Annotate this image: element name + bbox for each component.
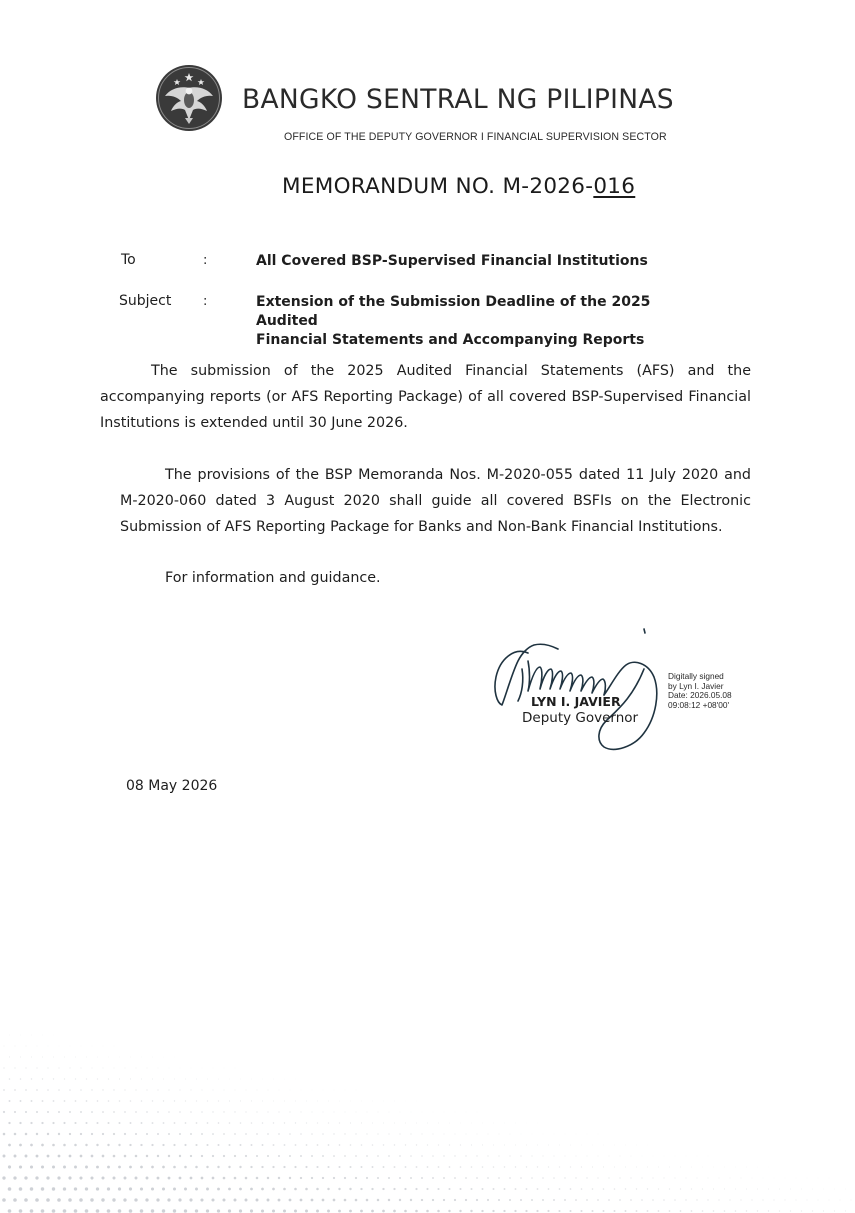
memo-number: 016 [593,174,636,199]
subject-label: Subject [119,293,172,309]
memo-title [282,174,635,199]
subject-value [256,293,716,350]
to-label: To [121,252,136,268]
digital-signature-line-1: Digitally signed [668,671,724,681]
to-value: All Covered BSP-Supervised Financial Institutions [256,253,648,269]
body-paragraph-2: The provisions of the BSP Memoranda Nos. M-2020-055 dated 11 July 2020 and M-2020-060 dated 3 August 2020 shall guide all covered BSFIs on the Electronic Submission of AFS Reporting Package for Banks and Non-Bank Financial Institutions. [120,467,751,535]
subject-colon: : [203,294,208,309]
signer-title: Deputy Governor [522,710,639,726]
subject-line-1: Extension of the Submission Deadline of the 2025 Audited [256,294,651,329]
memo-date: 08 May 2026 [126,778,218,794]
organization-name: BANGKO SENTRAL NG PILIPINAS [242,84,674,115]
handwritten-signature [488,625,663,760]
signer-name: LYN I. JAVIER [531,694,621,709]
digital-signature-line-4: 09:08:12 +08'00' [668,699,730,710]
body-paragraph-3: For information and guidance. [165,570,381,586]
subject-line-2: Financial Statements and Accompanying Reports [256,332,645,348]
memo-title-prefix: MEMORANDUM NO. M-2026- [282,174,594,199]
digital-signature-line-2: by Lyn I. Javier [668,680,724,691]
digital-signature-line-3: Date: 2026.05.08 [668,690,732,701]
bsp-seal-icon [155,64,223,132]
body-paragraph-1: The submission of the 2025 Audited Financial Statements (AFS) and the accompanying reports (or AFS Reporting Package) of all covered BSP-Supervised Financial Institutions is extended until 30 June 2026. [100,363,751,431]
to-colon: : [203,253,208,268]
office-name: OFFICE OF THE DEPUTY GOVERNOR I FINANCIAL SUPERVISION SECTOR [284,131,667,143]
digital-signature-stamp [668,672,732,710]
decorative-halftone-pattern [0,1020,855,1213]
